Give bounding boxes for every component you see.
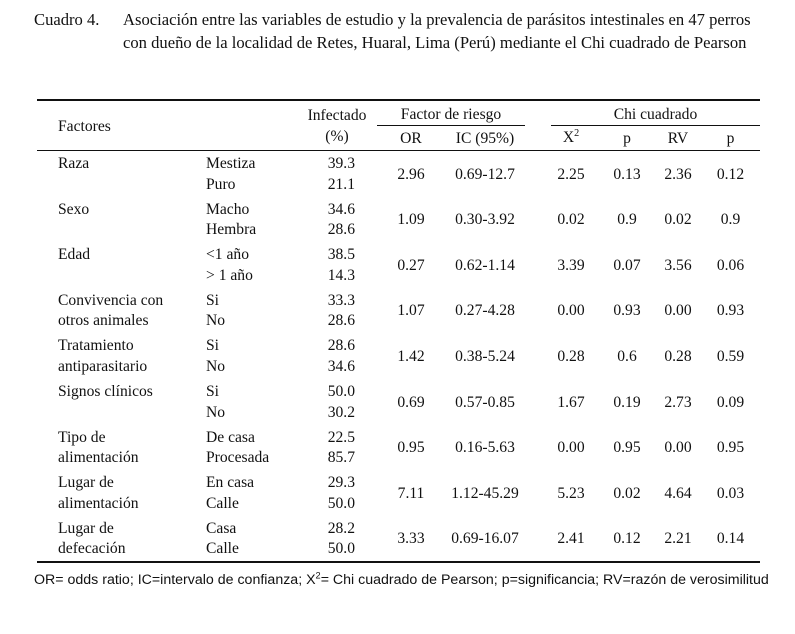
cell-p2: 0.59 [716,347,745,365]
cell-level: Macho [206,200,250,218]
header-x2: $X^2$ [562,127,580,146]
cell-or: 2.96 [397,165,425,183]
cell-infectado: 28.6 [327,337,355,355]
cell-rv: 4.64 [664,484,692,502]
cell-infectado: 28.6 [327,312,355,330]
cell-or: 7.11 [397,484,425,502]
caption-text: Asociación entre las variables de estudio y la prevalencia de parásitos intestinales en 47 perros con dueño de la localidad de Retes, Huaral, Lima (Perú) mediante el Chi cuadrado de Pearson [123,10,751,52]
cell-level: No [206,403,226,421]
cell-p2: 0.14 [716,530,745,548]
header-infectado: Infectado [307,107,367,124]
cell-p: 0.95 [613,439,641,457]
cell-level: Hembra [206,221,257,239]
cell-level: Si [206,337,220,355]
cell-level: > 1 año [206,266,253,284]
cell-or: 0.27 [397,256,425,274]
header-p: p [623,130,631,147]
cell-infectado: 39.3 [327,155,355,172]
cell-factor: Lugar de [58,474,114,492]
cell-x2: 2.25 [557,165,585,183]
header-ic: IC (95%) [455,130,515,147]
cell-p2: 0.12 [716,165,745,183]
cell-rv: 0.00 [664,439,692,457]
cell-factor: Tipo de [58,428,106,446]
cell-p2: 0.06 [716,256,745,274]
cell-ic: 0.69-12.7 [455,165,515,183]
cell-or: 0.69 [397,393,425,411]
cell-factor: antiparasitario [58,357,148,375]
cell-x2: 5.23 [557,484,585,502]
header-factores: Factores [58,118,111,135]
cell-ic: 0.38-5.24 [455,347,515,365]
cell-factor: Convivencia con [58,291,164,309]
cell-rv: 0.02 [664,211,692,229]
cell-infectado: 50.0 [327,540,355,558]
cell-factor: Tratamiento [58,337,134,355]
cell-or: 1.07 [397,302,425,320]
cell-infectado: 38.5 [327,246,355,264]
cell-infectado: 34.6 [327,200,355,218]
cell-level: Si [206,383,220,400]
cell-rv: 3.56 [664,256,692,274]
cell-p2: 0.9 [720,211,741,229]
cell-p: 0.19 [613,393,641,411]
cell-p: 0.9 [617,211,637,229]
cell-x2: 2.41 [557,530,585,548]
header-rv: RV [667,130,689,147]
cell-ic: 0.16-5.63 [455,439,515,457]
cell-level: Calle [206,494,239,512]
cell-x2: 1.67 [557,393,585,411]
cell-p: 0.12 [613,530,641,548]
cell-level: <1 año [206,246,250,264]
cell-infectado: 14.3 [327,266,355,284]
cell-p: 0.6 [617,347,637,365]
header-factor-riesgo: Factor de riesgo [400,106,502,123]
factor-riesgo-underline [377,125,525,126]
cell-rv: 0.00 [664,302,692,320]
cell-p: 0.02 [613,484,641,502]
cell-factor: Raza [58,155,90,172]
cell-infectado: 34.6 [327,357,355,375]
cell-x2: 0.00 [557,439,585,457]
cell-infectado: 22.5 [327,428,355,446]
cell-ic: 1.12-45.29 [451,484,519,502]
caption-number: Cuadro 4. [34,10,100,29]
cell-ic: 0.69-16.07 [451,530,519,548]
cell-level: Calle [206,540,239,558]
cell-infectado: 30.2 [327,403,355,421]
cell-infectado: 85.7 [327,449,355,467]
cell-x2: 0.28 [557,347,585,365]
cell-x2: 0.02 [557,211,585,229]
cell-level: Mestiza [206,155,256,172]
cell-rv: 2.73 [664,393,692,411]
cell-factor: defecación [58,540,126,558]
cell-infectado: 33.3 [327,291,355,309]
cell-level: De casa [206,428,255,446]
cell-x2: 0.00 [557,302,585,320]
cell-rv: 0.28 [664,347,692,365]
cell-ic: 0.62-1.14 [455,256,515,274]
cell-ic: 0.27-4.28 [455,302,515,320]
cell-level: Si [206,291,220,309]
header-infectado-unit: (%) [325,128,349,145]
cell-rv: 2.21 [664,530,692,548]
cell-level: No [206,312,226,330]
cell-level: En casa [206,474,255,492]
cell-factor: alimentación [58,449,139,467]
header-rule [37,150,760,151]
header-chi-cuadrado: Chi cuadrado [613,106,698,123]
cell-p2: 0.09 [716,393,745,411]
top-rule [37,99,760,101]
cell-x2: 3.39 [557,256,585,274]
cell-infectado: 21.1 [327,175,355,193]
cell-or: 0.95 [397,439,425,457]
cell-factor: Edad [58,246,91,264]
cell-p2: 0.95 [716,439,745,457]
table-caption [34,8,774,54]
header-or: OR [400,130,422,147]
cell-or: 1.09 [397,211,425,229]
cell-factor: Lugar de [58,519,114,537]
cell-ic: 0.30-3.92 [455,211,515,229]
header-p2: p [726,130,735,147]
bottom-rule [37,561,760,563]
cell-infectado: 50.0 [327,494,355,512]
cell-infectado: 50.0 [327,383,355,400]
cell-infectado: 29.3 [327,474,355,492]
cell-p2: 0.03 [716,484,745,502]
cell-level: Casa [206,519,237,537]
cell-level: Puro [206,175,236,193]
cell-p2: 0.93 [716,302,745,320]
cell-p: 0.93 [613,302,641,320]
cell-level: Procesada [206,449,270,467]
cell-factor: alimentación [58,494,139,512]
cell-or: 1.42 [397,347,425,365]
cell-factor: Signos clínicos [58,383,153,400]
cell-factor: otros animales [58,312,149,330]
table-footnote: OR= odds ratio; IC=intervalo de confianza; $X^2=$ Chi cuadrado de Pearson; p=significancia; RV=razón de verosimilitud [34,570,769,588]
cell-p: 0.13 [613,165,641,183]
cell-level: No [206,357,226,375]
chi-cuadrado-underline [551,125,760,126]
cell-ic: 0.57-0.85 [455,393,515,411]
cell-infectado: 28.6 [327,221,355,239]
cell-p: 0.07 [613,256,641,274]
cell-or: 3.33 [397,530,425,548]
cell-infectado: 28.2 [327,519,355,537]
cell-rv: 2.36 [664,165,692,183]
cell-factor: Sexo [58,200,90,218]
